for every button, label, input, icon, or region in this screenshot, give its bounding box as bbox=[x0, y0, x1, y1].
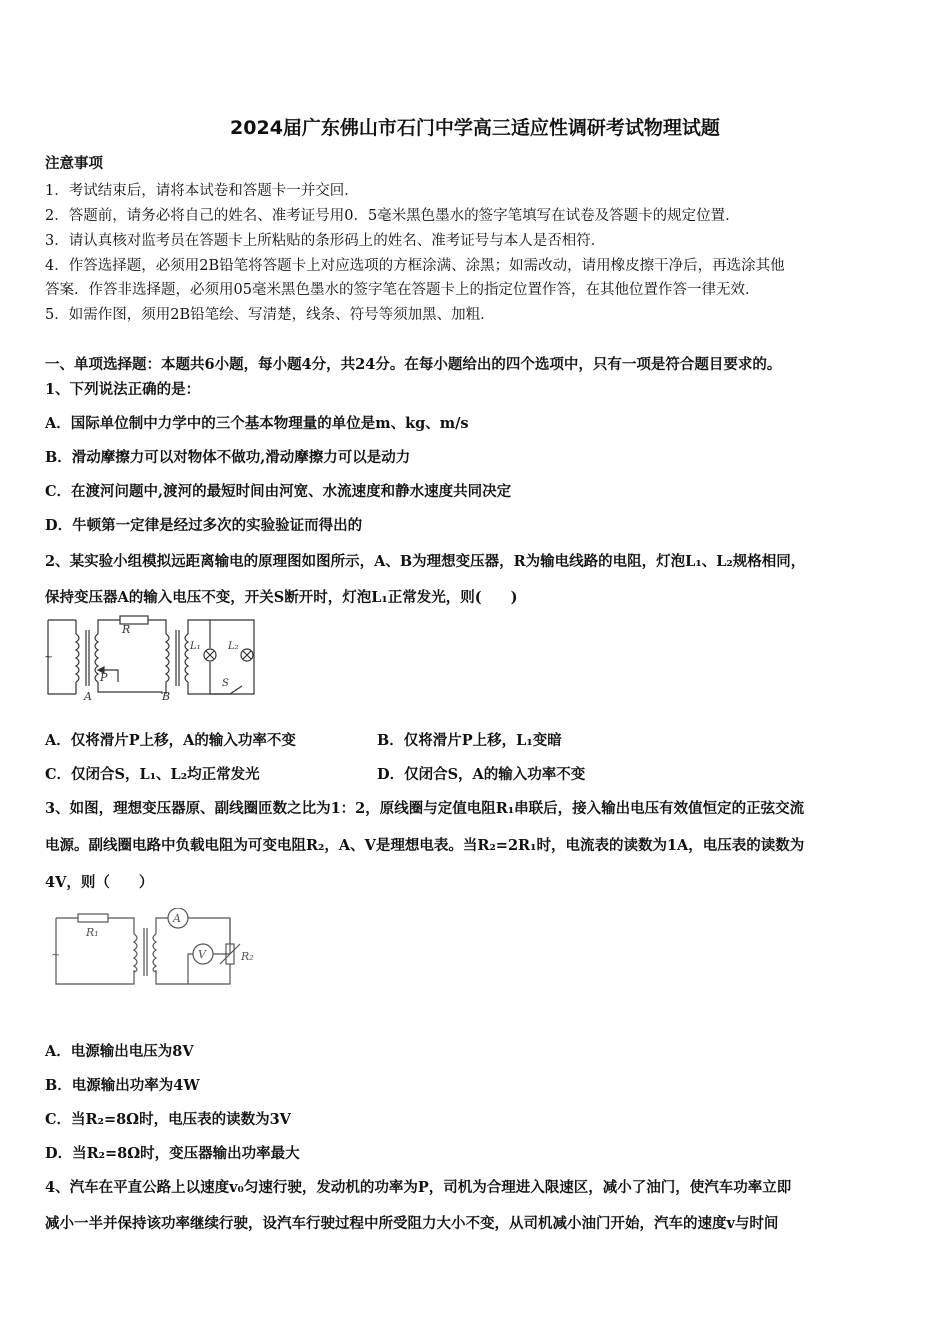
q1-option-c: C．在渡河问题中,渡河的最短时间由河宽、水流速度和静水速度共同决定 bbox=[45, 483, 512, 500]
section-heading: 一、单项选择题：本题共6小题，每小题4分，共24分。在每小题给出的四个选项中，只有一项是符合题目要求的。 bbox=[45, 356, 782, 373]
q2-label-p: P bbox=[100, 671, 108, 684]
q3-option-d: D．当R₂=8Ω时，变压器输出功率最大 bbox=[45, 1145, 300, 1162]
q2-option-b: B．仅将滑片P上移，L₁变暗 bbox=[377, 732, 562, 749]
notice-item: 5．如需作图，须用2B铅笔绘、写清楚，线条、符号等须加黑、加粗． bbox=[45, 307, 495, 323]
q2-source-symbol: ~ bbox=[44, 650, 54, 663]
q1-option-b: B．滑动摩擦力可以对物体不做功,滑动摩擦力可以是动力 bbox=[45, 449, 411, 466]
q2-option-c: C．仅闭合S，L₁、L₂均正常发光 bbox=[45, 766, 260, 783]
q3-label-voltmeter: V bbox=[198, 948, 206, 961]
notice-item: 3．请认真核对监考员在答题卡上所粘贴的条形码上的姓名、准考证号与本人是否相符． bbox=[45, 233, 606, 249]
q3-transformer-primary bbox=[134, 934, 137, 972]
q1-stem: 1、下列说法正确的是： bbox=[45, 381, 201, 398]
notice-item: 4．作答选择题，必须用2B铅笔将答题卡上对应选项的方框涂满、涂黑；如需改动，请用橡皮擦干净后，再选涂其他 bbox=[45, 258, 785, 274]
q3-option-c: C．当R₂=8Ω时，电压表的读数为3V bbox=[45, 1111, 291, 1128]
q3-label-r1: R₁ bbox=[86, 926, 99, 939]
q4-stem-line1: 4、汽车在平直公路上以速度v₀匀速行驶，发动机的功率为P，司机为合理进入限速区，减小了油门，使汽车功率立即 bbox=[45, 1179, 792, 1196]
notice-item: 答案．作答非选择题，必须用05毫米黑色墨水的签字笔在答题卡上的指定位置作答，在其他位置作答一律无效． bbox=[45, 282, 760, 298]
q2-option-d: D．仅闭合S，A的输入功率不变 bbox=[377, 766, 586, 783]
q4-stem-line2: 减小一半并保持该功率继续行驶，设汽车行驶过程中所受阻力大小不变，从司机减小油门开始，汽车的速度v与时间 bbox=[45, 1215, 779, 1232]
q1-option-d: D．牛顿第一定律是经过多次的实验验证而得出的 bbox=[45, 517, 363, 534]
q2-label-l1: L₁ bbox=[190, 641, 201, 652]
q3-source-symbol: ~ bbox=[51, 948, 61, 961]
q3-option-a: A．电源输出电压为8V bbox=[45, 1043, 194, 1060]
q2-transformer-b-secondary bbox=[185, 634, 188, 682]
q2-circuit-diagram bbox=[42, 612, 262, 702]
notice-item: 1．考试结束后，请将本试卷和答题卡一并交回． bbox=[45, 183, 359, 199]
q3-stem-line2: 电源。副线圈电路中负载电阻为可变电阻R₂，A、V是理想电表。当R₂=2R₁时，电流表的读数为1A，电压表的读数为 bbox=[45, 837, 805, 854]
notice-item: 2．答题前，请务必将自己的姓名、准考证号用0．5毫米黑色墨水的签字笔填写在试卷及答题卡的规定位置． bbox=[45, 208, 740, 224]
q2-option-a: A．仅将滑片P上移，A的输入功率不变 bbox=[45, 732, 296, 749]
q2-stem-line2: 保持变压器A的输入电压不变，开关S断开时，灯泡L₁正常发光，则( ) bbox=[45, 589, 518, 606]
q3-stem-line1: 3、如图，理想变压器原、副线圈匝数之比为1：2，原线圈与定值电阻R₁串联后，接入输出电压有效值恒定的正弦交流 bbox=[45, 800, 805, 817]
q2-label-a: A bbox=[84, 690, 92, 702]
q2-transformer-a-primary bbox=[76, 634, 79, 682]
page-title: 2024届广东佛山市石门中学高三适应性调研考试物理试题 bbox=[230, 117, 720, 139]
q3-label-r2: R₂ bbox=[241, 950, 254, 963]
q3-option-b: B．电源输出功率为4W bbox=[45, 1077, 200, 1094]
q2-label-b: B bbox=[162, 690, 171, 702]
q2-label-s: S bbox=[222, 678, 229, 689]
q2-transformer-a-secondary bbox=[95, 634, 98, 682]
q2-transformer-b-primary bbox=[166, 634, 169, 694]
q3-resistor-r1 bbox=[78, 914, 108, 922]
q3-stem-line3: 4V，则（ ） bbox=[45, 874, 154, 891]
q3-transformer-secondary bbox=[153, 934, 156, 972]
q2-label-l2: L₂ bbox=[228, 641, 239, 652]
q2-label-r: R bbox=[122, 623, 131, 636]
q3-circuit-diagram bbox=[48, 908, 270, 990]
q2-stem-line1: 2、某实验小组模拟远距离输电的原理图如图所示，A、B为理想变压器，R为输电线路的电阻，灯泡L₁、L₂规格相同， bbox=[45, 553, 806, 570]
notice-heading: 注意事项 bbox=[45, 155, 103, 172]
q3-label-ammeter: A bbox=[173, 912, 181, 925]
q1-option-a: A．国际单位制中力学中的三个基本物理量的单位是m、kg、m/s bbox=[45, 415, 469, 432]
